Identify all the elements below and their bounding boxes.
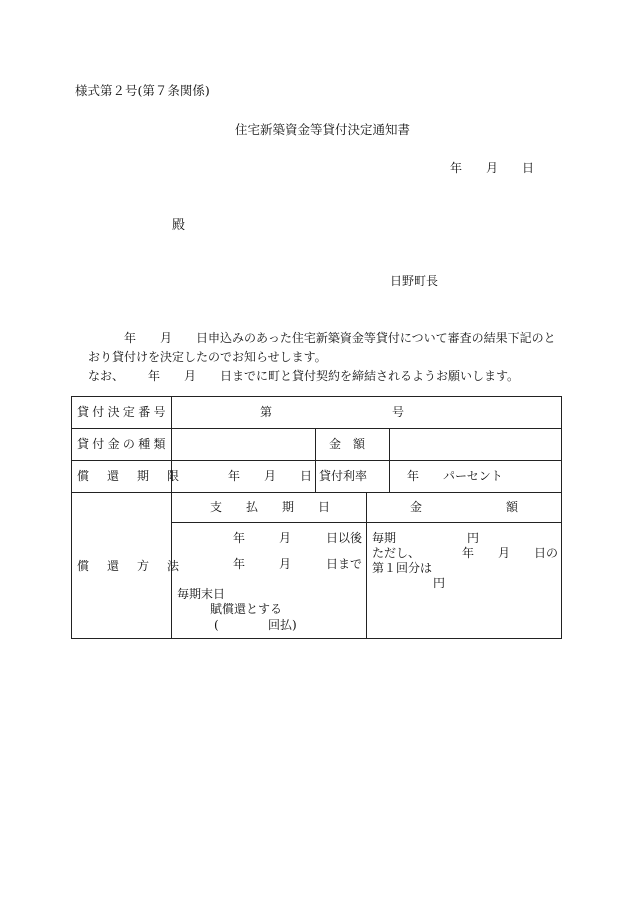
to-year: 年 — [233, 557, 246, 571]
count-open: ( — [214, 618, 219, 632]
pay-date-header-1: 支 — [210, 500, 223, 514]
however-month: 月 — [498, 546, 511, 560]
each-period-label: 毎期 — [372, 531, 397, 545]
amount-header-2: 額 — [506, 500, 519, 514]
body-line1-month: 月 — [160, 331, 173, 345]
from-year: 年 — [233, 531, 246, 545]
document-title: 住宅新築資金等貸付決定通知書 — [235, 122, 411, 137]
table-rule — [366, 492, 367, 639]
issue-date-day: 日 — [522, 161, 535, 175]
from-day: 日以後 — [326, 531, 363, 545]
label-interest-rate: 貸付利率 — [319, 469, 368, 483]
deadline-day: 日 — [300, 469, 313, 483]
to-day: 日まで — [326, 557, 363, 571]
body-line3-text: 日までに町と貸付契約を締結されるようお願いします。 — [220, 369, 520, 383]
yen-label-1: 円 — [467, 531, 480, 545]
deadline-year: 年 — [228, 469, 241, 483]
body-line1-year: 年 — [124, 331, 137, 345]
from-month: 月 — [279, 531, 292, 545]
monthly-end-label: 毎期末日 — [177, 587, 226, 601]
issuer-name: 日野町長 — [390, 274, 439, 288]
however-day: 日の — [534, 546, 559, 560]
table-border-right — [561, 396, 562, 639]
however-year: 年 — [462, 546, 475, 560]
table-border-bottom — [71, 638, 562, 639]
table-rule — [71, 428, 562, 429]
table-rule — [171, 396, 172, 639]
label-repayment-deadline: 償還期限 — [77, 469, 198, 483]
pay-date-header-2: 払 — [246, 500, 259, 514]
yen-label-2: 円 — [433, 576, 446, 590]
label-loan-type: 貸付金の種類 — [77, 437, 169, 451]
body-line3-month: 月 — [184, 369, 197, 383]
to-month: 月 — [279, 557, 292, 571]
however-label: ただし、 — [372, 546, 421, 560]
decision-number-go: 号 — [392, 405, 405, 419]
table-rule — [71, 460, 562, 461]
body-line2: おり貸付けを決定したのでお知らせします。 — [88, 350, 327, 364]
rate-unit: パーセント — [443, 469, 503, 483]
first-payment-label: 第１回分は — [372, 561, 433, 575]
body-line1-text: 日申込みのあった住宅新築資金等貸付について審査の結果下記のと — [196, 331, 556, 345]
table-border-top — [71, 396, 562, 397]
table-rule — [315, 428, 316, 493]
table-border-left — [71, 396, 72, 639]
body-line3-year: 年 — [148, 369, 161, 383]
amount-header-1: 金 — [410, 500, 423, 514]
rate-year: 年 — [407, 469, 420, 483]
issue-date-month: 月 — [486, 161, 499, 175]
body-line3-prefix: なお、 — [88, 369, 125, 383]
addressee-suffix: 殿 — [172, 218, 186, 233]
pay-date-header-4: 日 — [318, 500, 331, 514]
table-rule — [389, 428, 390, 493]
deadline-month: 月 — [264, 469, 277, 483]
equal-payment-label: 賦償還とする — [210, 602, 283, 616]
table-rule — [71, 492, 562, 493]
form-number: 様式第２号(第７条関係) — [75, 83, 210, 98]
label-loan-decision-number: 貸付決定番号 — [77, 405, 169, 419]
issue-date-year: 年 — [450, 161, 463, 175]
decision-number-dai: 第 — [260, 405, 273, 419]
label-amount: 金 額 — [329, 437, 366, 451]
pay-date-header-3: 期 — [282, 500, 295, 514]
label-repayment-method: 償還方法 — [77, 559, 198, 573]
count-close: 回払) — [268, 618, 297, 632]
